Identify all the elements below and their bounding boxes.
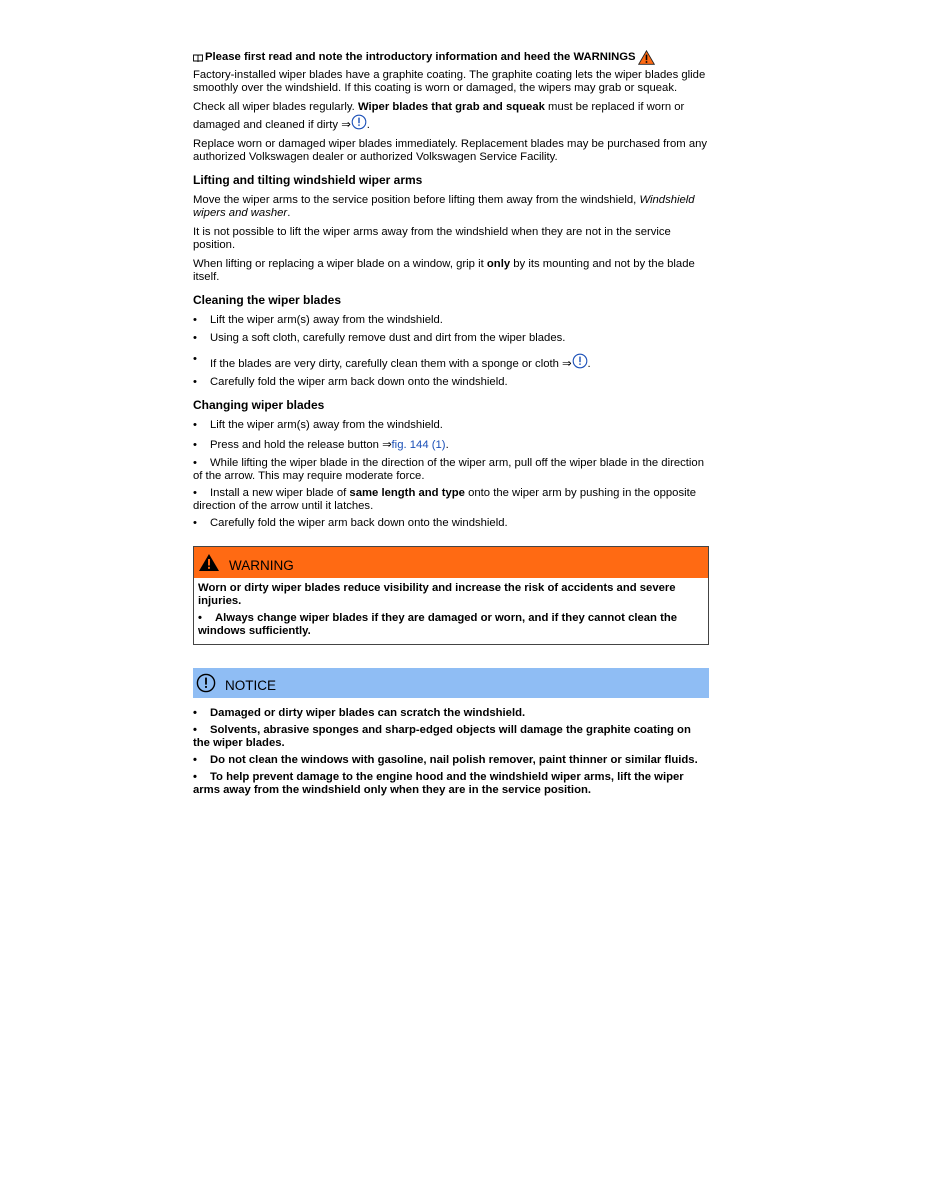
manual-page — [193, 50, 709, 801]
list-item: • Lift the wiper arm(s) away from the windshield. — [193, 314, 443, 326]
warning-bullet: • Always change wiper blades if they are damaged or worn, and if they cannot clean the windows sufficiently. — [198, 612, 678, 637]
warning-header — [194, 547, 708, 578]
heading-cleaning: Cleaning the wiper blades — [193, 293, 342, 307]
heading-lifting: Lifting and tilting windshield wiper arms — [193, 173, 423, 187]
list-item: • If the blades are very dirty, carefully clean them with a sponge or cloth ⇒ . — [193, 353, 591, 370]
notice-item: • Solvents, abrasive sponges and sharp-edged objects will damage the graphite coating on the wiper blades. — [193, 724, 691, 749]
paragraph-check: Check all wiper blades regularly. Wiper blades that grab and squeak must be replaced if worn or damaged and cleaned if dirty ⇒ . — [193, 101, 685, 131]
paragraph-grip: When lifting or replacing a wiper blade on a window, grip it only by its mounting and not by the blade itself. — [193, 258, 695, 283]
list-item: • Carefully fold the wiper arm back down onto the windshield. — [193, 517, 508, 529]
list-item: • Press and hold the release button ⇒fig. 144 (1). — [193, 439, 449, 451]
intro-line — [193, 50, 709, 65]
list-item: • While lifting the wiper blade in the direction of the wiper arm, pull off the wiper blade in the direction of the arrow. This may require moderate force. — [193, 457, 704, 482]
notice-item: • Damaged or dirty wiper blades can scratch the windshield. — [193, 707, 526, 719]
notice-item: • Do not clean the windows with gasoline, nail polish remover, paint thinner or similar fluids. — [193, 754, 698, 766]
warning-triangle-icon — [638, 50, 655, 65]
warning-triangle-icon — [198, 553, 220, 572]
paragraph-service-position: Move the wiper arms to the service position before lifting them away from the windshield, Windshield wipers and washer. — [193, 194, 695, 219]
warning-body — [194, 578, 708, 644]
intro-text: Please first read and note the introductory information and heed the WARNINGS — [205, 51, 636, 63]
paragraph-replace: Replace worn or damaged wiper blades immediately. Replacement blades may be purchased from any authorized Volkswagen dealer or authorized Volkswagen Service Facility. — [193, 138, 708, 163]
list-item: • Using a soft cloth, carefully remove dust and dirt from the wiper blades. — [193, 332, 566, 344]
book-icon — [193, 54, 203, 62]
list-item: • Carefully fold the wiper arm back down onto the windshield. — [193, 376, 508, 388]
figure-link[interactable]: fig. 144 (1) — [391, 439, 446, 451]
notice-icon[interactable] — [572, 353, 588, 369]
paragraph-graphite: Factory-installed wiper blades have a graphite coating. The graphite coating lets the wiper blades glide smoothly over the windshield. If this coating is worn or damaged, the wipers may grab or squeak. — [193, 69, 706, 94]
list-item: • Lift the wiper arm(s) away from the windshield. — [193, 419, 443, 431]
warning-box — [193, 546, 709, 645]
heading-changing: Changing wiper blades — [193, 398, 325, 412]
notice-body — [193, 707, 709, 797]
notice-icon — [196, 673, 216, 693]
list-item: • Install a new wiper blade of same length and type onto the wiper arm by pushing in the opposite direction of the arrow until it latches. — [193, 487, 697, 512]
notice-icon[interactable] — [351, 114, 367, 130]
warning-title: WARNING — [229, 558, 294, 573]
warning-text: Worn or dirty wiper blades reduce visibility and increase the risk of accidents and severe injuries. — [198, 582, 676, 607]
paragraph-not-possible: It is not possible to lift the wiper arms away from the windshield when they are not in the service position. — [193, 226, 671, 251]
notice-item: • To help prevent damage to the engine hood and the windshield wiper arms, lift the wiper arms away from the windshield only when they are in the service position. — [193, 771, 684, 796]
notice-title: NOTICE — [225, 677, 277, 693]
notice-header — [193, 668, 709, 698]
